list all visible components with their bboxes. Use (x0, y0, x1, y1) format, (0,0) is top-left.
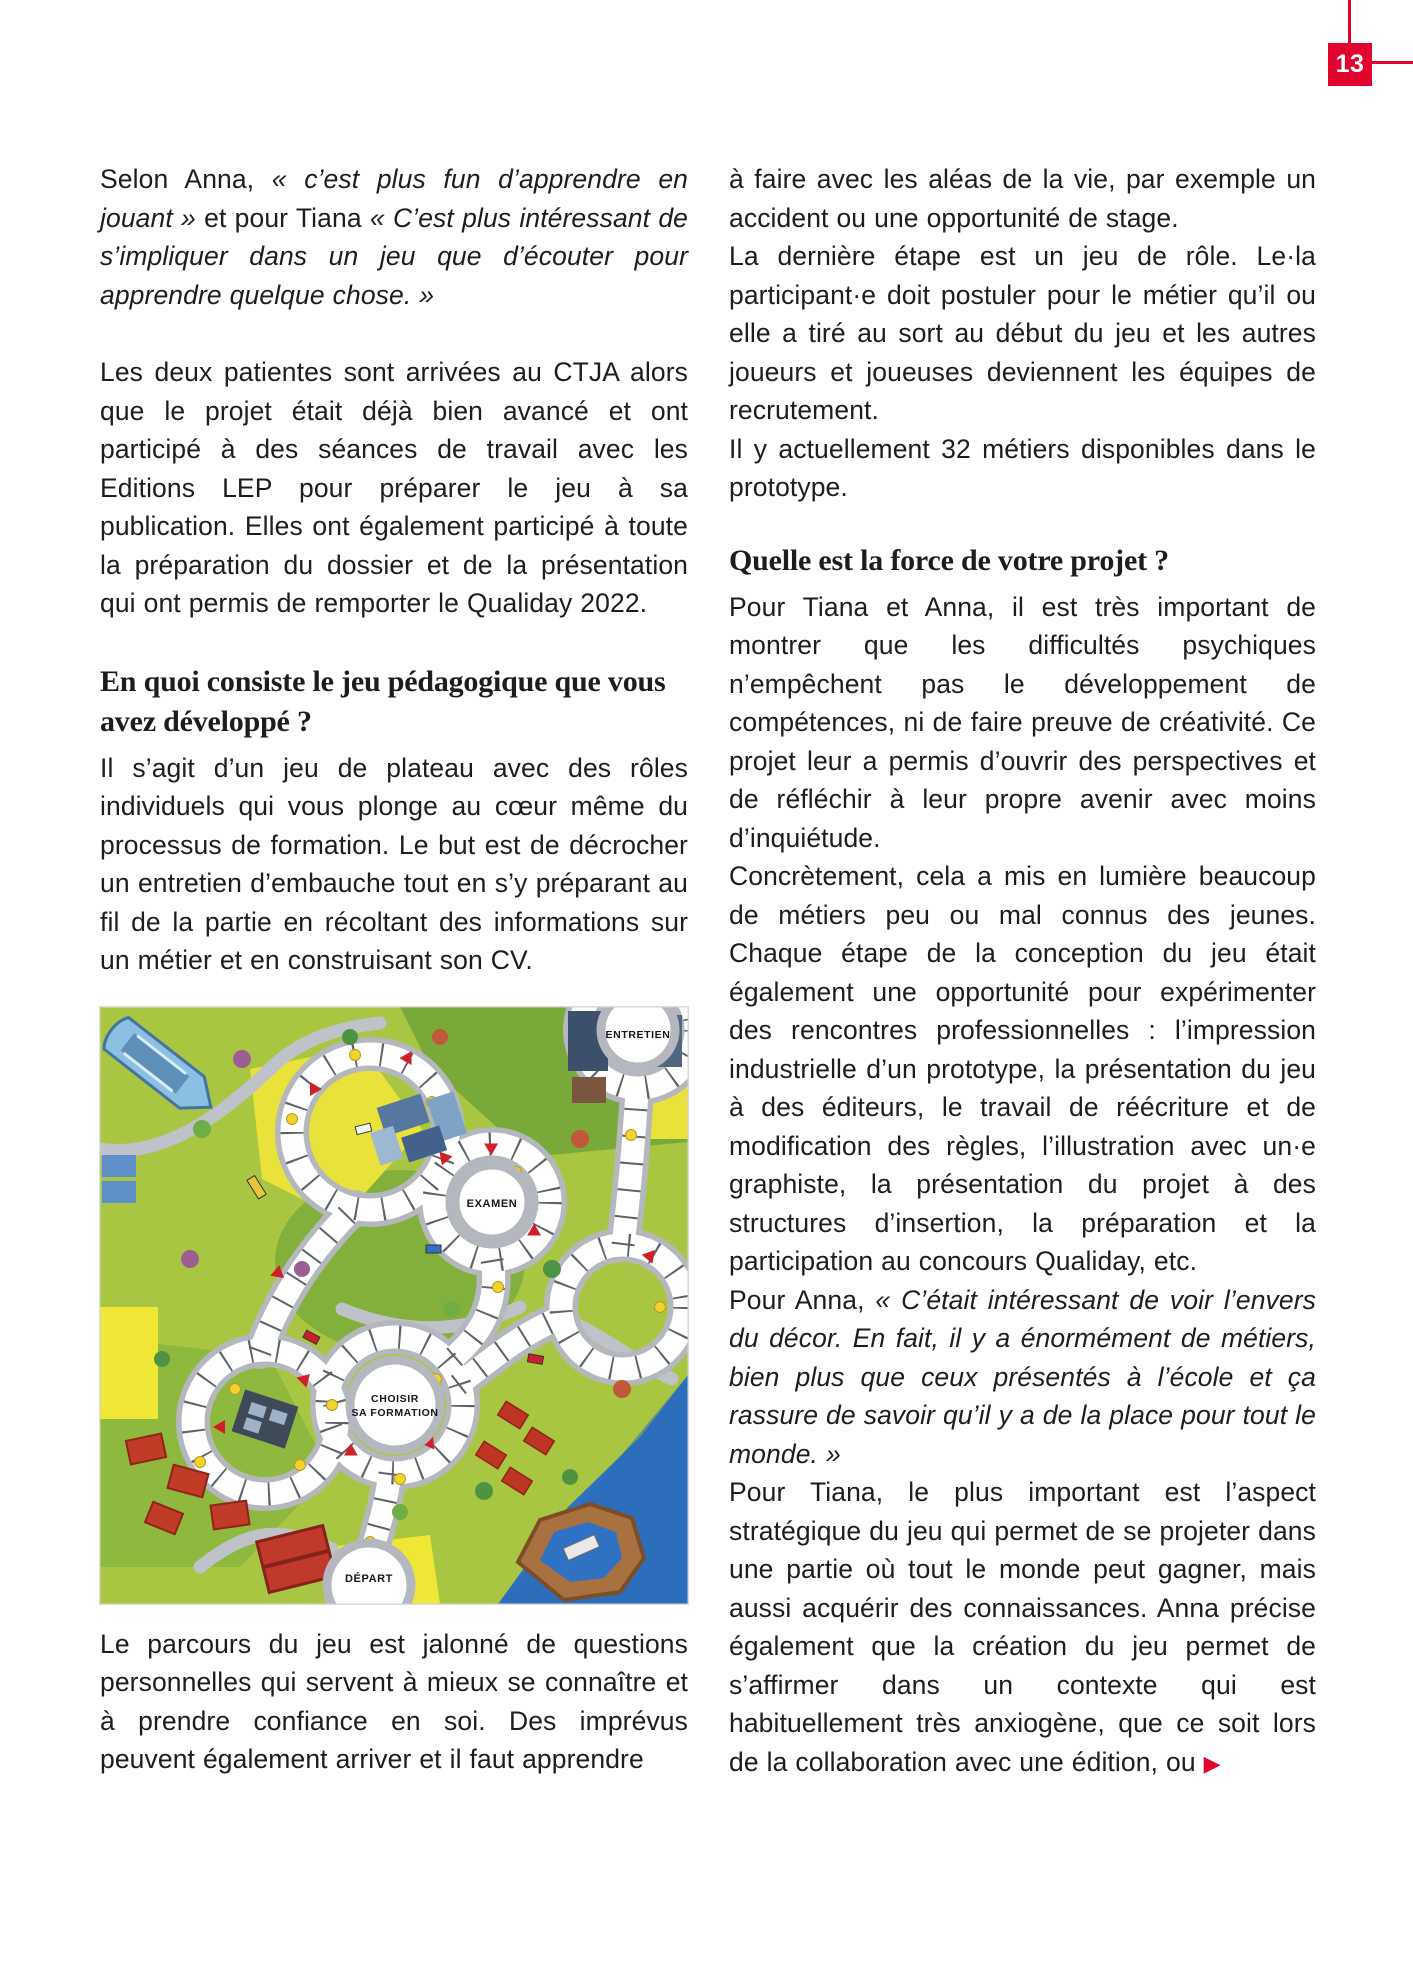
strength-paragraph-1: Pour Tiana et Anna, il est très important de montrer que les difficultés psychiques n’empêchent pas le développement de compétences, ni de faire preuve de créativité. Ce projet leur a permis d’ouvrir des perspectives et de réfléchir à leur propre avenir avec moins d’inquiétude. (729, 591, 1316, 853)
board-node-entretien (601, 1007, 675, 1067)
anna-quote-text: « C’était intéressant de voir l’envers du décor. En fait, il y a énormément de métiers, bien plus que ceux présentés à l’école et ça rassure de savoir qu’il y a de la place pour tout le monde. » (729, 1284, 1316, 1469)
board-game-illustration (100, 1007, 688, 1604)
board-label-entretien: ENTRETIEN (605, 1028, 671, 1041)
right-column (729, 160, 1316, 1783)
tiana-paragraph (729, 1473, 1316, 1783)
page-number: 13 (1335, 50, 1365, 78)
intro-quote-normal-2: et pour Tiana (195, 202, 370, 233)
anna-quote: « c’est plus fun d’apprendre en jouant » (100, 164, 688, 233)
continuation-paragraph-2: La dernière étape est un jeu de rôle. Le·la participant·e doit postuler pour le métier qu’il ou elle a tiré au sort au début du jeu et les autres joueurs et joueuses deviennent les équipes de recrutement. (729, 241, 1316, 425)
page-number-badge (1328, 43, 1372, 86)
continuation-paragraph-1: à faire avec les aléas de la vie, par exemple un accident ou une opportunité de stage. (729, 164, 1316, 233)
anna-quote-paragraph (729, 1281, 1316, 1474)
intro-quote-paragraph (100, 160, 688, 314)
question-heading-strength: Quelle est la force de votre projet ? (729, 543, 1169, 577)
board-game-image (100, 1007, 688, 1604)
question-heading-game: En quoi consiste le jeu pédagogique que vous avez développé ? (100, 664, 666, 738)
strength-paragraph-2: Concrètement, cela a mis en lumière beaucoup de métiers peu ou mal connus des jeunes. Chaque étape de la conception du jeu était également une opportunité pour expérimenter des rencontres professionnelles : l’impression industrielle d’un prototype, la présentation du jeu à des éditeurs, le travail de réécriture et de modification des règles, l’illustration avec un·e graphiste, la présentation du projet à des structures d’insertion, la préparation et la participation au concours Qualiday, etc. (729, 861, 1316, 1276)
game-description-paragraph: Il s’agit d’un jeu de plateau avec des rôles individuels qui vous plonge au cœur même du processus de formation. Le but est de décrocher un entretien d’embauche tout en s’y préparant au fil de la partie en récoltant des informations sur un métier et en construisant son CV. (100, 752, 688, 975)
left-column (100, 160, 688, 1779)
context-paragraph: Les deux patientes sont arrivées au CTJA alors que le projet était déjà bien avancé et ont participé à des séances de travail avec les Editions LEP pour préparer le jeu à sa publication. Elles ont également participé à toute la préparation du dossier et de la présentation qui ont permis de remporter le Qualiday 2022. (100, 357, 688, 618)
game-course-paragraph: Le parcours du jeu est jalonné de questions personnelles qui servent à mieux se connaître et à prendre confiance en soi. Des imprévus peuvent également arriver et il faut apprendre (100, 1628, 688, 1774)
tiana-paragraph-text: Pour Tiana, le plus important est l’aspect stratégique du jeu qui permet de se projeter dans une partie où tout le monde peut gagner, mais aussi acquérir des connaissances. Anna précise également que la création du jeu permet de s’affirmer dans un contexte qui est habituellement très anxiogène, que ce soit lors de la collaboration avec une édition, ou (729, 1477, 1316, 1777)
board-label-examen: EXAMEN (466, 1197, 518, 1210)
continuation-arrow-icon: ▶ (1203, 1750, 1221, 1776)
board-node-choisir-sa-formation (350, 1360, 440, 1450)
board-node-examen (455, 1165, 529, 1239)
board-label-choisir: CHOISIR (371, 1392, 419, 1405)
board-label-depart: DÉPART (344, 1572, 394, 1585)
corner-accent-horizontal-line (1371, 61, 1413, 64)
corner-accent-vertical-line (1348, 0, 1351, 43)
continuation-paragraph-3: Il y actuellement 32 métiers disponibles dans le prototype. (729, 433, 1316, 502)
board-node-depart (327, 1543, 411, 1604)
board-label-sa-formation: SA FORMATION (351, 1406, 439, 1419)
anna-quote-lead: Pour Anna, (729, 1284, 876, 1315)
intro-quote-normal-1: Selon Anna, (100, 164, 272, 194)
tiana-quote: « C’est plus intéressant de s’impliquer dans un jeu que d’écouter pour apprendre quelque chose. » (100, 202, 689, 310)
